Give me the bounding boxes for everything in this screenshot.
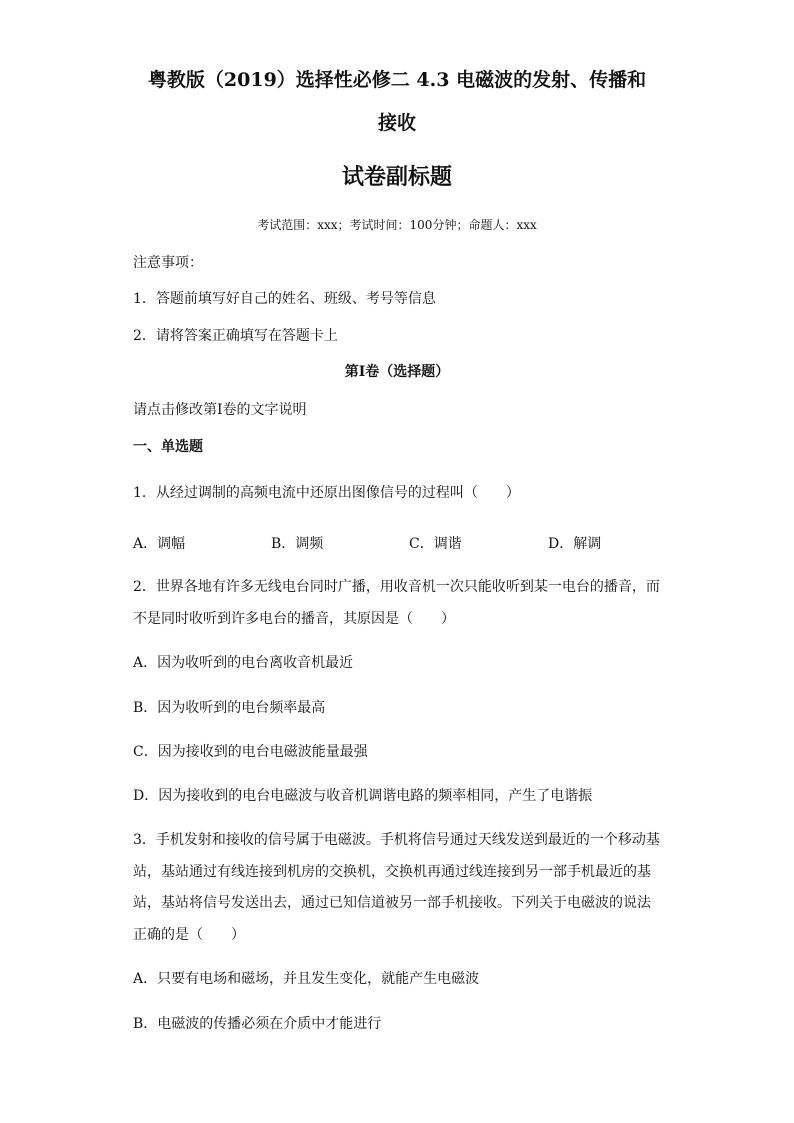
question-2-option-c: C．因为接收到的电台电磁波能量最强 <box>133 744 368 760</box>
notice-item-1: 1．答题前填写好自己的姓名、班级、考号等信息 <box>133 291 436 307</box>
question-2-option-d: D．因为接收到的电台电磁波与收音机调谐电路的频率相同，产生了电谐振 <box>133 788 593 804</box>
question-1-option-b: B．调频 <box>271 536 324 552</box>
question-1-option-a: A．调幅 <box>133 536 186 552</box>
question-3-stem-line-3: 站，基站将信号发送出去，通过已知信道被另一部手机接收。下列关于电磁波的说法 <box>133 895 651 911</box>
question-3-option-b: B．电磁波的传播必须在介质中才能进行 <box>133 1016 382 1032</box>
document-title-line-1: 粤教版（2019）选择性必修二 4.3 电磁波的发射、传播和 <box>147 69 647 91</box>
question-3-stem-line-1: 3．手机发射和接收的信号属于电磁波。手机将信号通过天线发送到最近的一个移动基 <box>133 832 660 848</box>
question-1-option-d: D．解调 <box>548 536 602 552</box>
question-2-option-a: A．因为收听到的电台离收音机最近 <box>133 655 354 671</box>
document-subtitle: 试卷副标题 <box>341 164 452 190</box>
exam-info: 考试范围：xxx；考试时间：100分钟；命题人：xxx <box>257 218 537 232</box>
part-heading: 一、单选题 <box>133 439 203 455</box>
notice-heading: 注意事项： <box>133 255 203 271</box>
section-title: 第I卷（选择题） <box>344 364 450 380</box>
question-2-stem-line-1: 2．世界各地有许多无线电台同时广播，用收音机一次只能收听到某一电台的播音，而 <box>133 579 660 595</box>
section-note: 请点击修改第I卷的文字说明 <box>133 402 307 418</box>
question-1-option-c: C．调谐 <box>409 536 462 552</box>
question-3-option-a: A．只要有电场和磁场，并且发生变化，就能产生电磁波 <box>133 971 480 987</box>
question-3-stem-line-2: 站，基站通过有线连接到机房的交换机，交换机再通过线连接到另一部手机最近的基 <box>133 864 651 880</box>
question-2-option-b: B．因为收听到的电台频率最高 <box>133 700 326 716</box>
notice-item-2: 2．请将答案正确填写在答题卡上 <box>133 328 338 344</box>
question-2-stem-line-2: 不是同时收听到许多电台的播音，其原因是（ ） <box>133 611 455 627</box>
question-3-stem-line-4: 正确的是（ ） <box>133 927 245 943</box>
document-title-line-2: 接收 <box>377 112 416 134</box>
question-1-stem: 1．从经过调制的高频电流中还原出图像信号的过程叫（ ） <box>133 485 520 501</box>
